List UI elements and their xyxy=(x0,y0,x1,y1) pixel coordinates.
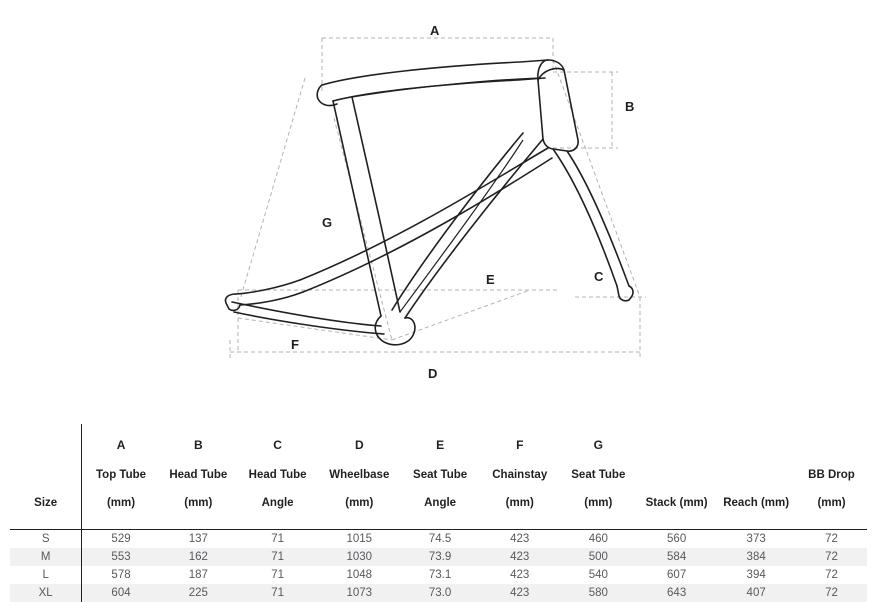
cell-bb-drop: 72 xyxy=(796,548,867,566)
table-row xyxy=(10,529,867,548)
column-header-top-tube xyxy=(82,424,160,529)
down-tube-upper xyxy=(405,139,543,318)
cell-reach: 407 xyxy=(716,584,796,602)
column-header-head-tube-angle xyxy=(237,424,318,529)
guide-f-chainstay xyxy=(238,318,392,340)
cell-chainstay: 423 xyxy=(480,548,560,566)
cell-top-tube: 529 xyxy=(82,529,160,548)
cell-bb-drop: 72 xyxy=(825,568,838,581)
column-unit-seat-tube: (mm) xyxy=(584,496,613,509)
geometry-table xyxy=(10,424,867,602)
cell-reach: 394 xyxy=(746,568,766,581)
dimension-label-c: C xyxy=(594,269,604,284)
dimension-label-b: B xyxy=(625,99,635,114)
seat-stay-top xyxy=(300,148,548,280)
column-letter-g: G xyxy=(593,438,603,453)
fork-blade-left xyxy=(553,149,617,286)
cell-head-tube-angle: 71 xyxy=(237,584,318,602)
column-letter-d: D xyxy=(354,438,364,453)
column-letter-e: E xyxy=(436,438,445,453)
fork-dropout xyxy=(617,286,633,301)
column-unit-bb-drop: (mm) xyxy=(817,496,846,509)
cell-head-tube-angle: 71 xyxy=(271,568,284,581)
cell-reach: 384 xyxy=(716,548,796,566)
cell-head-tube-angle: 71 xyxy=(237,548,318,566)
cell-seat-tube: 580 xyxy=(560,584,637,602)
cell-seat-tube-angle: 74.5 xyxy=(428,532,452,545)
column-name-head-tube-angle: Head Tube xyxy=(248,468,307,481)
cell-size: M xyxy=(10,548,82,566)
table-body xyxy=(10,529,867,602)
dimension-label-d: D xyxy=(428,366,438,381)
guide-c-angle xyxy=(553,60,640,297)
column-letter-b: B xyxy=(193,438,203,453)
fork-blade-right xyxy=(567,151,629,286)
column-header-head-tube xyxy=(160,424,237,529)
cell-top-tube: 578 xyxy=(82,566,160,584)
column-unit-wheelbase: (mm) xyxy=(345,496,374,509)
column-header-wheelbase xyxy=(318,424,400,529)
table-row xyxy=(10,566,867,584)
dimension-label-e: E xyxy=(486,272,495,287)
column-header-seat-tube-angle xyxy=(400,424,479,529)
column-letter-f: F xyxy=(516,438,524,453)
cell-chainstay: 423 xyxy=(510,532,530,545)
cell-seat-tube: 500 xyxy=(560,548,637,566)
column-header-chainstay xyxy=(480,424,560,529)
cell-seat-tube: 460 xyxy=(588,532,608,545)
cell-wheelbase: 1048 xyxy=(346,568,373,581)
seat-tube-right xyxy=(352,97,400,312)
cell-chainstay: 423 xyxy=(480,584,560,602)
cell-seat-tube-angle: 73.1 xyxy=(428,568,452,581)
guide-e-seat-axis xyxy=(334,118,392,340)
cell-seat-tube: 540 xyxy=(588,568,608,581)
cell-size: XL xyxy=(10,584,82,602)
seat-tube-left xyxy=(333,101,381,316)
chainstay-upper xyxy=(232,302,381,326)
column-unit-seat-tube-angle: Angle xyxy=(424,496,457,509)
cell-stack: 584 xyxy=(637,548,716,566)
column-header-size xyxy=(10,424,82,529)
column-name-head-tube: Head Tube xyxy=(169,468,228,481)
table-header xyxy=(10,424,867,529)
cell-chainstay: 423 xyxy=(510,568,530,581)
column-header-seat-tube xyxy=(560,424,637,529)
guide-g-left xyxy=(240,78,305,300)
cell-size: L xyxy=(42,568,49,581)
top-tube-upper xyxy=(322,60,548,85)
cell-bb-drop: 72 xyxy=(825,532,838,545)
column-name-seat-tube-angle: Seat Tube xyxy=(413,468,468,481)
cell-size: S xyxy=(41,532,50,545)
bottom-bracket xyxy=(375,316,415,345)
frame-outline xyxy=(225,60,633,345)
top-tube-lower xyxy=(333,78,545,101)
cell-head-tube: 162 xyxy=(160,548,237,566)
frame-inner-detail xyxy=(352,78,538,312)
cell-seat-tube-angle: 73.9 xyxy=(400,548,479,566)
column-name-reach: Reach (mm) xyxy=(723,496,790,509)
table-row xyxy=(10,584,867,602)
column-letter-c: C xyxy=(273,438,282,453)
seat-stay-bottom xyxy=(303,158,552,292)
column-unit-head-tube: (mm) xyxy=(184,496,213,509)
column-name-bb-drop: BB Drop xyxy=(808,468,855,481)
column-letter-a: A xyxy=(116,438,126,453)
dimension-label-a: A xyxy=(430,23,440,38)
cell-seat-tube-angle: 73.0 xyxy=(400,584,479,602)
down-tube-lower xyxy=(392,133,523,310)
chainstay-lower xyxy=(234,312,384,334)
cell-wheelbase: 1015 xyxy=(346,532,373,545)
table-header-row xyxy=(10,424,867,529)
column-name-chainstay: Chainstay xyxy=(492,468,548,481)
cell-wheelbase: 1073 xyxy=(318,584,400,602)
cell-reach: 373 xyxy=(746,532,766,545)
cell-top-tube: 553 xyxy=(82,548,160,566)
table-row xyxy=(10,548,867,566)
column-header-size-label: Size xyxy=(34,496,58,509)
column-header-reach xyxy=(716,424,796,529)
column-header-stack xyxy=(637,424,716,529)
dimension-label-f: F xyxy=(291,337,299,352)
cell-head-tube: 187 xyxy=(188,568,208,581)
column-name-wheelbase: Wheelbase xyxy=(329,468,390,481)
column-unit-top-tube: (mm) xyxy=(106,496,136,509)
cell-bb-drop: 72 xyxy=(796,584,867,602)
cell-head-tube: 225 xyxy=(160,584,237,602)
column-name-top-tube: Top Tube xyxy=(96,468,147,481)
column-name-stack: Stack (mm) xyxy=(645,496,708,509)
cell-stack: 607 xyxy=(667,568,687,581)
dimension-label-g: G xyxy=(322,215,333,230)
seat-stay-rear-lower xyxy=(240,292,303,305)
cell-head-tube-angle: 71 xyxy=(271,532,284,545)
inner-down-tube xyxy=(400,140,523,312)
cell-stack: 643 xyxy=(637,584,716,602)
cell-stack: 560 xyxy=(667,532,687,545)
column-unit-chainstay: (mm) xyxy=(505,496,534,509)
cell-wheelbase: 1030 xyxy=(318,548,400,566)
column-name-seat-tube: Seat Tube xyxy=(571,468,626,481)
guide-e-angle xyxy=(392,290,530,340)
cell-top-tube: 604 xyxy=(82,584,160,602)
column-unit-head-tube-angle: Angle xyxy=(261,496,294,509)
cell-head-tube: 137 xyxy=(188,532,208,545)
column-header-bb-drop xyxy=(796,424,867,529)
